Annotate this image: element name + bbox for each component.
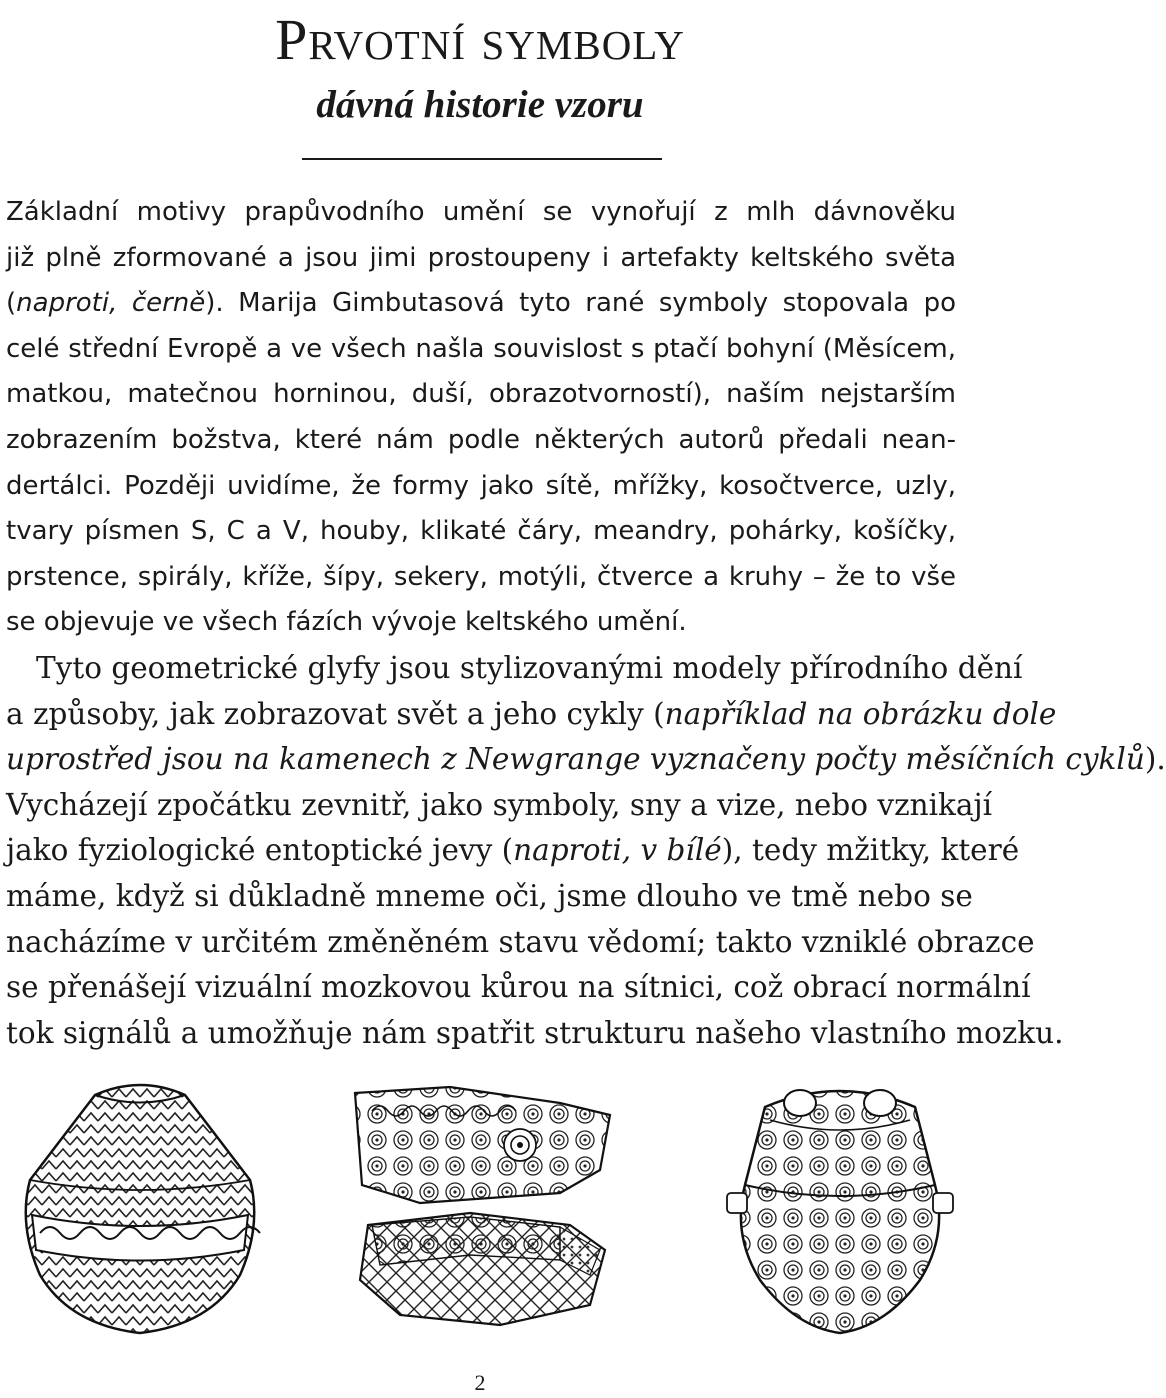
text-line: dertálci. Později uvidíme, že formy jako sítě, mřížky, kosočtverce, uzly, bbox=[6, 470, 956, 501]
text-line bbox=[6, 692, 1057, 738]
italic-run: naproti, v bílé bbox=[513, 833, 722, 868]
text-run: ( bbox=[6, 288, 17, 319]
paragraph-1 bbox=[6, 190, 956, 646]
text-line: se přenášejí vizuální mozkovou kůrou na sítnici, což obrací normální bbox=[6, 970, 1031, 1005]
text-run: jako fyziologické entoptické jevy ( bbox=[6, 833, 514, 868]
text-line: máme, když si důkladně mneme oči, jsme dlouho ve tmě nebo se bbox=[6, 878, 973, 913]
text-line: se objevuje ve všech fázích vývoje keltského umění. bbox=[6, 607, 687, 638]
artifact-illustrations bbox=[0, 1075, 960, 1340]
text-line: prstence, spirály, kříže, šípy, sekery, motýli, čtverce a kruhy – že to vše bbox=[6, 561, 956, 592]
text-line: tvary písmen S, C a V, houby, klikaté čáry, meandry, pohárky, košíčky, bbox=[6, 516, 956, 547]
text-line: tok signálů a umožňuje nám spatřit strukturu našeho vlastního mozku. bbox=[6, 1015, 1064, 1050]
text-line bbox=[6, 281, 956, 327]
text-line: Vycházejí zpočátku zevnitř, jako symboly, sny a vize, nebo vznikají bbox=[6, 787, 993, 822]
text-line: nacházíme v určitém změněném stavu vědomí; takto vzniklé obrazce bbox=[6, 924, 1035, 959]
text-line: celé střední Evropě a ve všech našla souvislost s ptačí bohyní (Měsícem, bbox=[6, 333, 956, 364]
text-line bbox=[6, 737, 1166, 783]
body-text bbox=[6, 190, 1166, 1056]
italic-run: naproti, černě bbox=[16, 288, 206, 319]
text-run: ). bbox=[1144, 742, 1166, 777]
italic-run: například na obrázku dole bbox=[664, 696, 1057, 731]
text-line: Tyto geometrické glyfy jsou stylizovanými modely přírodního dění bbox=[36, 650, 1023, 685]
italic-run: uprostřed jsou na kamenech z Newgrange vyznačeny počty měsíčních cyklů bbox=[6, 742, 1145, 777]
page-title: Prvotní symboly bbox=[275, 7, 685, 72]
text-line bbox=[6, 828, 1020, 874]
page-subtitle: dávná historie vzoru bbox=[316, 83, 644, 126]
text-run: a způsoby, jak zobrazovat svět a jeho cykly ( bbox=[6, 696, 665, 731]
text-line: zobrazením božstva, které nám podle některých autorů předali nean- bbox=[6, 424, 956, 455]
text-run: ), tedy mžitky, které bbox=[721, 833, 1020, 868]
paragraph-2 bbox=[6, 646, 1166, 1056]
page-number: 2 bbox=[474, 1370, 486, 1395]
decorated-pot-right-illustration bbox=[727, 1090, 953, 1333]
text-line: matkou, matečnou horninou, duší, obrazotvorností), naším nejstarším bbox=[6, 379, 956, 410]
text-run: ). Marija Gimbutasová tyto rané symboly stopovala po bbox=[205, 288, 956, 319]
title-divider bbox=[302, 158, 662, 160]
text-line: již plně zformované a jsou jimi prostoupeny i artefakty keltského světa bbox=[6, 242, 956, 273]
decorated-pot-left-illustration bbox=[26, 1085, 260, 1333]
newgrange-stones-illustration bbox=[355, 1087, 610, 1325]
text-line: Základní motivy prapůvodního umění se vynořují z mlh dávnověku bbox=[6, 197, 956, 227]
